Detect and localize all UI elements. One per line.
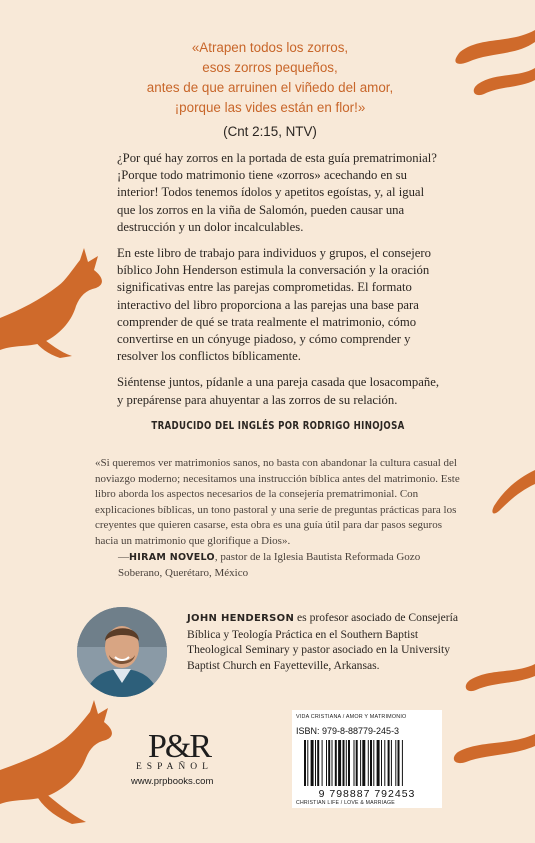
top-quote-line-4: ¡porque las vides están en flor!»	[174, 100, 366, 115]
top-quote-line-1: «Atrapen todos los zorros,	[191, 40, 349, 55]
top-quote-line-2: esos zorros pequeños,	[202, 60, 338, 75]
description-paragraph-1: ¿Por qué hay zorros en la portada de esta guía prematrimonial? ¡Porque todo matrimonio tiene «zorros» acechando en su interior! Todos tenemos ídolos y apetitos egoístas, y, al igual que los zorros en la viña de Salomón, pueden causar una destrucción y un dolor incalculables.	[117, 151, 437, 234]
brush-strokes-bottom-right-icon	[440, 660, 535, 770]
barcode-category-top: VIDA CRISTIANA / AMOR Y MATRIMONIO	[296, 714, 407, 720]
endorsement-text: «Si queremos ver matrimonios sanos, no basta con abandonar la cultura casual del noviazgo moderno; necesitamos una instrucción bíblica antes del matrimonio. Este libro aborda los aspectos necesarios de la consejería prematrimonial. Con explicaciones bíblicas, un tono pastoral y una serie de preguntas prácticas para los creyentes que quieren casarse, esta obra es una guía útil para dar pasos seguros hacia un matrimonio que glorifique a Dios».	[95, 457, 460, 547]
barcode-bars-icon	[304, 740, 432, 786]
publisher-url: www.prpbooks.com	[131, 776, 214, 787]
barcode-category-bottom: CHRISTIAN LIFE / LOVE & MARRIAGE	[296, 800, 395, 806]
top-quote-reference: (Cnt 2:15, NTV)	[223, 124, 317, 139]
description-paragraph-3: Siéntense juntos, pídanle a una pareja casada que losacompañe, y prepárense para ahuyentar a las zorros de su relación.	[117, 375, 440, 407]
author-bio	[187, 610, 462, 673]
top-quote	[120, 38, 420, 142]
fox-brush-top-right-icon	[440, 22, 535, 102]
publisher-label: ESPAÑOL	[136, 762, 213, 772]
author-bio-name: JOHN HENDERSON	[187, 613, 295, 624]
description-paragraph-2: En este libro de trabajo para individuos y grupos, el consejero bíblico John Henderson estimula la conversación y la oración significativas entre las parejas comprometidas. El formato interactivo del libro proporciona a las parejas una base para comprender de qué se trata realmente el matrimonio, cómo convertirse en un cónyuge piadoso, y cómo comprender y resolver los conflictos bíblicamente.	[117, 246, 431, 364]
author-portrait-icon	[77, 607, 167, 697]
translator-credit: TRADUCIDO DEL INGLÉS POR RODRIGO HINOJOSA	[151, 420, 405, 432]
author-bio-text: es profesor asociado de Consejería Bíblica y Teología Práctica en el Southern Baptist Theological Seminary y pastor asociado en la University Baptist Church en Fayetteville, Arkansas.	[187, 611, 458, 672]
barcode-isbn: ISBN: 979-8-88779-245-3	[296, 726, 400, 736]
publisher-logo: P&R	[148, 728, 211, 765]
description	[117, 150, 439, 418]
barcode-number: 9 798887 792453	[318, 788, 416, 800]
barcode-box	[292, 710, 442, 808]
endorsement-author	[118, 550, 458, 581]
endorsement-author-name: HIRAM NOVELO	[129, 552, 215, 563]
endorsement-dash: —	[118, 551, 129, 563]
brush-stroke-mid-right-icon	[490, 470, 535, 530]
fox-silhouette-bottom-left-icon	[0, 700, 125, 830]
fox-silhouette-left-icon	[0, 240, 112, 360]
author-photo	[77, 607, 167, 697]
endorsement-author-role: , pastor de la Iglesia Bautista Reformada Gozo Soberano, Querétaro, México	[118, 551, 421, 579]
top-quote-line-3: antes de que arruinen el viñedo del amor,	[146, 80, 394, 95]
